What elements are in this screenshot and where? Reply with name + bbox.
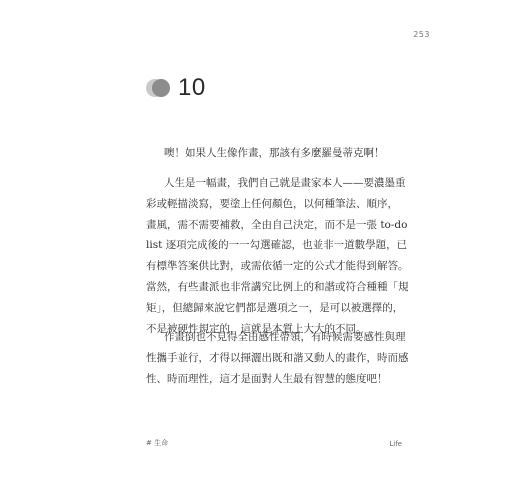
paragraph-line: 人生是一幅畫，我們自己就是畫家本人——要濃墨重 — [164, 177, 406, 189]
paragraph-line: 不是被硬性規定的，這就是本質上大大的不同。 — [146, 322, 367, 335]
footer-section-label: # 生命 — [146, 439, 169, 447]
circle-front-shape — [152, 79, 170, 97]
intro-line: 噢！如果人生像作畫，那該有多麼羅曼蒂克啊！ — [164, 147, 385, 159]
paragraph-line: 當然，有些畫派也非常講究比例上的和諧或符合種種「規 — [146, 280, 409, 293]
paragraph-line: 性攜手並行，才得以揮灑出既和諧又動人的畫作，時而感 — [146, 351, 409, 364]
paragraph-line: 性、時而理性，這才是面對人生最有智慧的態度吧！ — [146, 372, 388, 385]
double-circle-icon — [146, 77, 172, 99]
paragraph-line: 矩」，但總歸來說它們都是選項之一，是可以被選擇的， — [146, 301, 404, 314]
chapter-heading — [146, 76, 206, 100]
page-number: 253 — [413, 30, 430, 39]
chapter-number: 10 — [178, 74, 206, 101]
paragraph-1 — [146, 173, 409, 339]
paragraph-line: 彩或輕描淡寫，要塗上任何顏色，以何種筆法、順序， — [146, 197, 398, 210]
footer-section-label-english: Life — [389, 440, 402, 448]
paragraph-line: 有標準答案供比對，或需依循一定的公式才能得到解答。 — [146, 260, 409, 273]
paragraph-line: 作畫倒也不見得全由感性帶領，有時候需要感性與理 — [164, 331, 406, 343]
paragraph-line: 畫風，需不需要補救，全由自己決定，而不是一張 to-do — [146, 218, 408, 231]
paragraph-line: list 逐項完成後的一一勾選確認，也並非一道數學題，已 — [146, 239, 408, 252]
paragraph-2 — [146, 327, 409, 389]
